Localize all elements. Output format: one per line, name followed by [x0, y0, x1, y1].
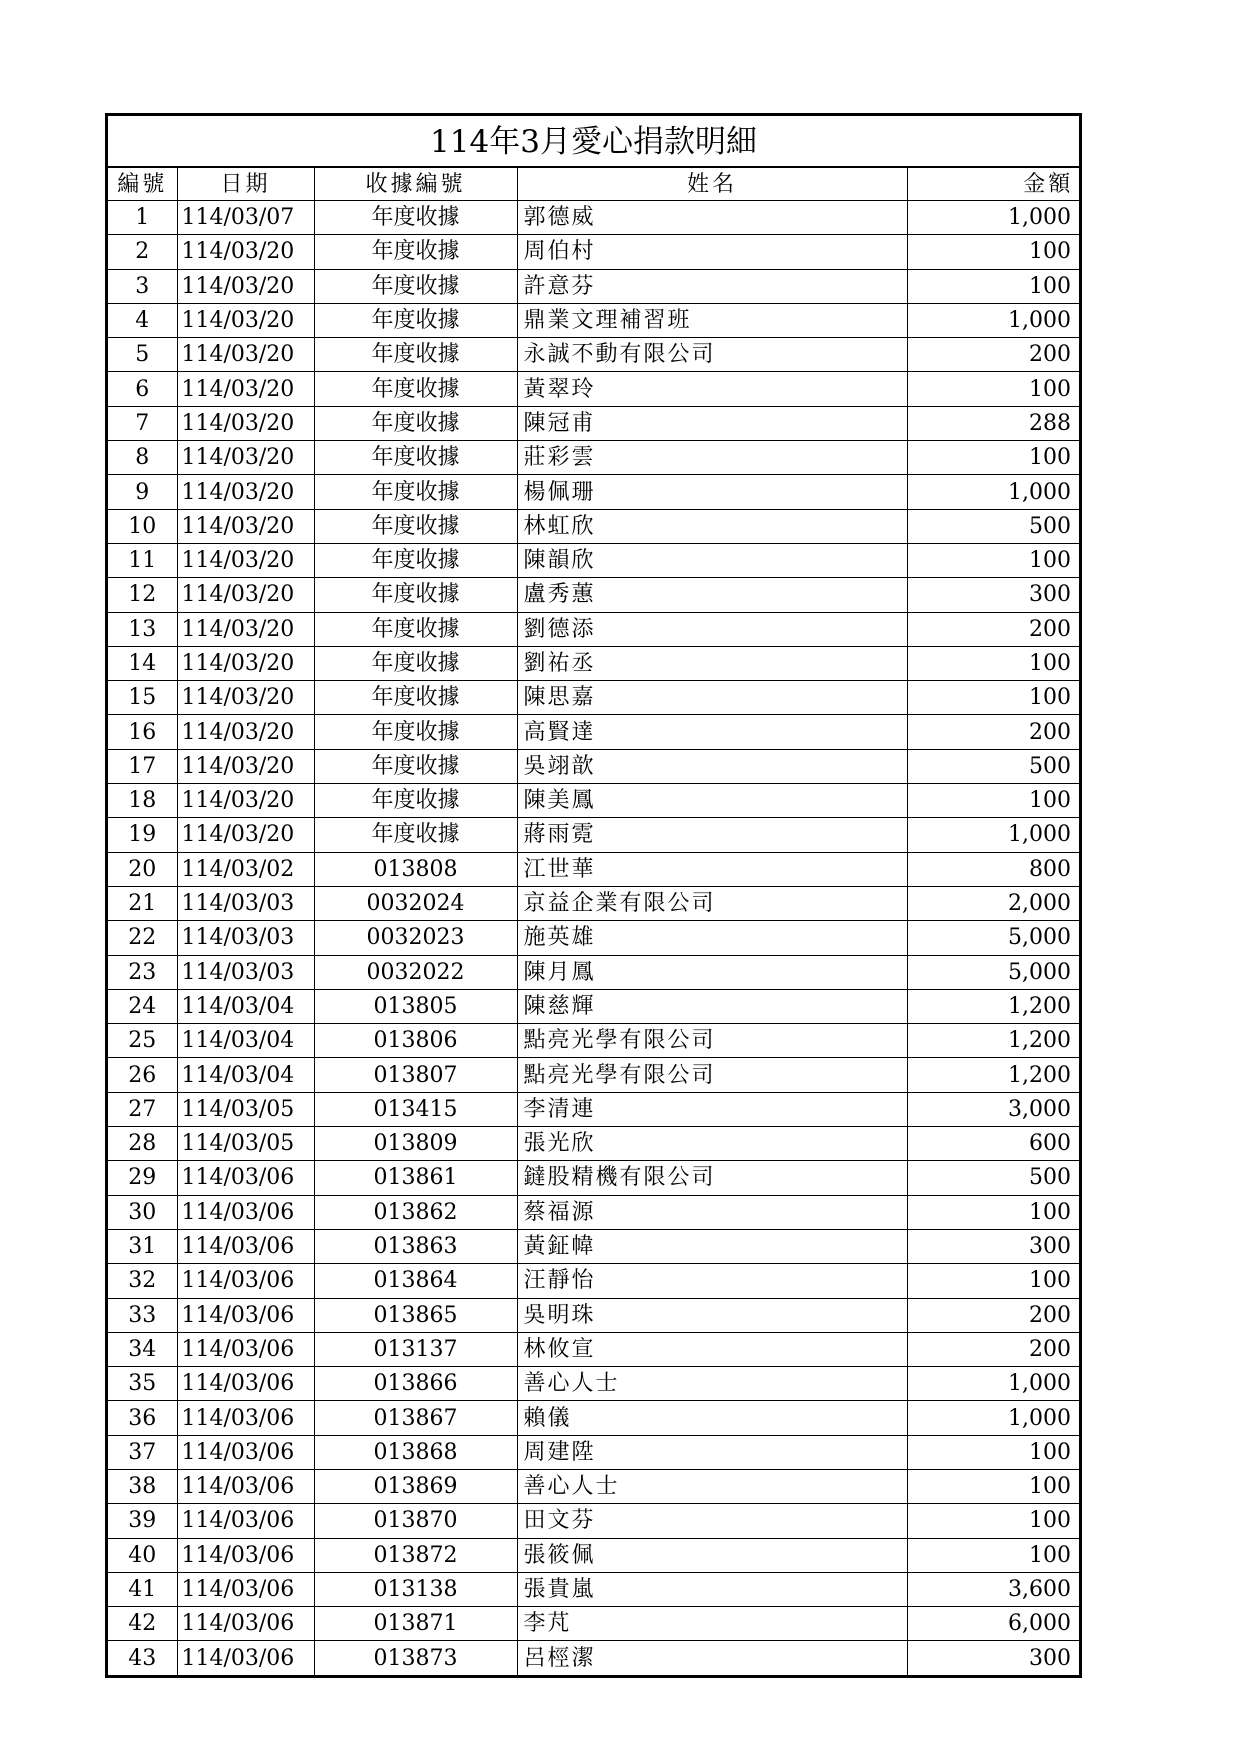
table-row: [108, 578, 1079, 612]
receipt-number: 年度收據: [314, 749, 517, 783]
donation-date: 114/03/06: [177, 1195, 314, 1229]
donation-amount: 100: [907, 269, 1079, 303]
donation-amount: 100: [907, 235, 1079, 269]
donor-name: 蔡福源: [517, 1195, 907, 1229]
donation-date: 114/03/07: [177, 201, 314, 235]
column-header-name: 姓名: [517, 168, 907, 201]
receipt-number: 013861: [314, 1161, 517, 1195]
donation-date: 114/03/20: [177, 372, 314, 406]
donor-name: 蔣雨霓: [517, 818, 907, 852]
donation-date: 114/03/20: [177, 646, 314, 680]
donor-name: 點亮光學有限公司: [517, 1024, 907, 1058]
table-row: [108, 852, 1079, 886]
row-number: 10: [108, 509, 177, 543]
table-row: [108, 441, 1079, 475]
row-number: 37: [108, 1435, 177, 1469]
table-row: [108, 1367, 1079, 1401]
donation-date: 114/03/06: [177, 1641, 314, 1675]
table-row: [108, 543, 1079, 577]
receipt-number: 013873: [314, 1641, 517, 1675]
receipt-number: 年度收據: [314, 578, 517, 612]
donation-amount: 1,000: [907, 201, 1079, 235]
row-number: 30: [108, 1195, 177, 1229]
donor-name: 劉德添: [517, 612, 907, 646]
donation-amount: 100: [907, 1504, 1079, 1538]
table-row: [108, 1607, 1079, 1641]
receipt-number: 年度收據: [314, 406, 517, 440]
donor-name: 善心人士: [517, 1469, 907, 1503]
row-number: 16: [108, 715, 177, 749]
receipt-number: 013866: [314, 1367, 517, 1401]
receipt-number: 013869: [314, 1469, 517, 1503]
row-number: 3: [108, 269, 177, 303]
donation-date: 114/03/06: [177, 1435, 314, 1469]
donation-amount: 600: [907, 1127, 1079, 1161]
donor-name: 林攸宣: [517, 1332, 907, 1366]
receipt-number: 年度收據: [314, 543, 517, 577]
row-number: 15: [108, 681, 177, 715]
donation-amount: 800: [907, 852, 1079, 886]
donation-amount: 5,000: [907, 955, 1079, 989]
row-number: 33: [108, 1298, 177, 1332]
table-row: [108, 509, 1079, 543]
donor-name: 李芃: [517, 1607, 907, 1641]
row-number: 7: [108, 406, 177, 440]
receipt-number: 013870: [314, 1504, 517, 1538]
donation-date: 114/03/06: [177, 1161, 314, 1195]
donation-date: 114/03/20: [177, 681, 314, 715]
receipt-number: 013868: [314, 1435, 517, 1469]
row-number: 39: [108, 1504, 177, 1538]
donor-name: 莊彩雲: [517, 441, 907, 475]
table-row: [108, 784, 1079, 818]
donation-amount: 100: [907, 1469, 1079, 1503]
table-row: [108, 1435, 1079, 1469]
donation-amount: 500: [907, 1161, 1079, 1195]
column-header-date: 日期: [177, 168, 314, 201]
donation-amount: 300: [907, 1641, 1079, 1675]
receipt-number: 年度收據: [314, 784, 517, 818]
donation-date: 114/03/06: [177, 1572, 314, 1606]
donation-amount: 1,200: [907, 1024, 1079, 1058]
donation-amount: 100: [907, 1264, 1079, 1298]
donation-date: 114/03/06: [177, 1607, 314, 1641]
donor-name: 陳思嘉: [517, 681, 907, 715]
donor-name: 永誠不動有限公司: [517, 338, 907, 372]
receipt-number: 0032023: [314, 921, 517, 955]
donation-date: 114/03/03: [177, 921, 314, 955]
donation-amount: 1,200: [907, 1058, 1079, 1092]
row-number: 32: [108, 1264, 177, 1298]
receipt-number: 013415: [314, 1092, 517, 1126]
donation-date: 114/03/06: [177, 1264, 314, 1298]
donation-date: 114/03/20: [177, 578, 314, 612]
donation-date: 114/03/20: [177, 303, 314, 337]
donor-name: 吳翊歆: [517, 749, 907, 783]
donation-date: 114/03/06: [177, 1538, 314, 1572]
donation-amount: 300: [907, 578, 1079, 612]
table-body: [108, 201, 1079, 1675]
donation-date: 114/03/20: [177, 406, 314, 440]
receipt-number: 年度收據: [314, 681, 517, 715]
row-number: 35: [108, 1367, 177, 1401]
donation-date: 114/03/20: [177, 269, 314, 303]
table-row: [108, 1058, 1079, 1092]
table-row: [108, 1332, 1079, 1366]
table-row: [108, 475, 1079, 509]
donor-name: 李清連: [517, 1092, 907, 1126]
receipt-number: 0032024: [314, 886, 517, 920]
donation-date: 114/03/20: [177, 749, 314, 783]
table-row: [108, 612, 1079, 646]
donor-name: 賴儀: [517, 1401, 907, 1435]
row-number: 11: [108, 543, 177, 577]
table-row: [108, 372, 1079, 406]
donation-amount: 1,000: [907, 303, 1079, 337]
donor-name: 陳慈輝: [517, 989, 907, 1023]
table-row: [108, 646, 1079, 680]
row-number: 25: [108, 1024, 177, 1058]
table-row: [108, 1504, 1079, 1538]
donation-amount: 1,200: [907, 989, 1079, 1023]
donation-date: 114/03/20: [177, 338, 314, 372]
donation-amount: 200: [907, 1298, 1079, 1332]
donation-amount: 288: [907, 406, 1079, 440]
donor-name: 善心人士: [517, 1367, 907, 1401]
donor-name: 陳月鳳: [517, 955, 907, 989]
table-row: [108, 235, 1079, 269]
row-number: 43: [108, 1641, 177, 1675]
row-number: 18: [108, 784, 177, 818]
table-row: [108, 1641, 1079, 1675]
row-number: 17: [108, 749, 177, 783]
receipt-number: 年度收據: [314, 646, 517, 680]
donation-date: 114/03/06: [177, 1332, 314, 1366]
row-number: 31: [108, 1229, 177, 1263]
donor-name: 盧秀蕙: [517, 578, 907, 612]
row-number: 4: [108, 303, 177, 337]
column-header-number: 編號: [108, 168, 177, 201]
donor-name: 點亮光學有限公司: [517, 1058, 907, 1092]
receipt-number: 013863: [314, 1229, 517, 1263]
donation-amount: 200: [907, 1332, 1079, 1366]
row-number: 14: [108, 646, 177, 680]
table-row: [108, 1264, 1079, 1298]
donation-amount: 100: [907, 646, 1079, 680]
table-row: [108, 1127, 1079, 1161]
donation-date: 114/03/20: [177, 784, 314, 818]
table-row: [108, 955, 1079, 989]
row-number: 21: [108, 886, 177, 920]
table-row: [108, 303, 1079, 337]
donor-name: 吳明珠: [517, 1298, 907, 1332]
donor-name: 鐽股精機有限公司: [517, 1161, 907, 1195]
donor-name: 田文芬: [517, 1504, 907, 1538]
row-number: 6: [108, 372, 177, 406]
donor-name: 周伯村: [517, 235, 907, 269]
row-number: 5: [108, 338, 177, 372]
row-number: 38: [108, 1469, 177, 1503]
row-number: 27: [108, 1092, 177, 1126]
receipt-number: 0032022: [314, 955, 517, 989]
receipt-number: 013862: [314, 1195, 517, 1229]
row-number: 26: [108, 1058, 177, 1092]
receipt-number: 年度收據: [314, 269, 517, 303]
donor-name: 陳美鳳: [517, 784, 907, 818]
donation-amount: 5,000: [907, 921, 1079, 955]
receipt-number: 013809: [314, 1127, 517, 1161]
receipt-number: 013864: [314, 1264, 517, 1298]
donation-amount: 1,000: [907, 1367, 1079, 1401]
donation-date: 114/03/02: [177, 852, 314, 886]
table-row: [108, 1469, 1079, 1503]
receipt-number: 年度收據: [314, 235, 517, 269]
table-row: [108, 1538, 1079, 1572]
donation-amount: 500: [907, 749, 1079, 783]
donation-date: 114/03/06: [177, 1229, 314, 1263]
donation-date: 114/03/20: [177, 475, 314, 509]
donation-amount: 100: [907, 441, 1079, 475]
table-row: [108, 989, 1079, 1023]
donor-name: 陳韻欣: [517, 543, 907, 577]
donor-name: 汪靜怡: [517, 1264, 907, 1298]
donation-amount: 1,000: [907, 1401, 1079, 1435]
header-row: [108, 168, 1079, 201]
receipt-number: 年度收據: [314, 509, 517, 543]
donation-amount: 1,000: [907, 475, 1079, 509]
donor-name: 張貴嵐: [517, 1572, 907, 1606]
row-number: 1: [108, 201, 177, 235]
donation-date: 114/03/20: [177, 543, 314, 577]
table-row: [108, 1401, 1079, 1435]
table-row: [108, 1092, 1079, 1126]
donor-name: 鼎業文理補習班: [517, 303, 907, 337]
donation-date: 114/03/20: [177, 715, 314, 749]
donation-date: 114/03/04: [177, 989, 314, 1023]
donation-amount: 100: [907, 1435, 1079, 1469]
donation-amount: 2,000: [907, 886, 1079, 920]
receipt-number: 年度收據: [314, 715, 517, 749]
receipt-number: 013138: [314, 1572, 517, 1606]
donor-name: 周建陞: [517, 1435, 907, 1469]
donation-amount: 200: [907, 612, 1079, 646]
table-row: [108, 681, 1079, 715]
donation-date: 114/03/04: [177, 1058, 314, 1092]
receipt-number: 013865: [314, 1298, 517, 1332]
row-number: 42: [108, 1607, 177, 1641]
row-number: 34: [108, 1332, 177, 1366]
donor-name: 京益企業有限公司: [517, 886, 907, 920]
receipt-number: 013867: [314, 1401, 517, 1435]
receipt-number: 年度收據: [314, 475, 517, 509]
receipt-number: 013805: [314, 989, 517, 1023]
donation-date: 114/03/06: [177, 1367, 314, 1401]
table-row: [108, 1195, 1079, 1229]
receipt-number: 013137: [314, 1332, 517, 1366]
row-number: 28: [108, 1127, 177, 1161]
donation-amount: 3,000: [907, 1092, 1079, 1126]
row-number: 19: [108, 818, 177, 852]
donor-name: 張筱佩: [517, 1538, 907, 1572]
table-row: [108, 269, 1079, 303]
receipt-number: 013806: [314, 1024, 517, 1058]
donor-name: 陳冠甫: [517, 406, 907, 440]
table-row: [108, 338, 1079, 372]
row-number: 20: [108, 852, 177, 886]
donation-amount: 500: [907, 509, 1079, 543]
donor-name: 呂桱潔: [517, 1641, 907, 1675]
donation-date: 114/03/05: [177, 1127, 314, 1161]
row-number: 22: [108, 921, 177, 955]
receipt-number: 013807: [314, 1058, 517, 1092]
row-number: 9: [108, 475, 177, 509]
receipt-number: 013872: [314, 1538, 517, 1572]
receipt-number: 年度收據: [314, 303, 517, 337]
column-header-receipt-number: 收據編號: [314, 168, 517, 201]
receipt-number: 013808: [314, 852, 517, 886]
table-row: [108, 406, 1079, 440]
column-header-amount: 金額: [907, 168, 1079, 201]
row-number: 23: [108, 955, 177, 989]
donation-amount: 200: [907, 338, 1079, 372]
donation-amount: 1,000: [907, 818, 1079, 852]
donation-amount: 6,000: [907, 1607, 1079, 1641]
donation-date: 114/03/20: [177, 818, 314, 852]
receipt-number: 年度收據: [314, 818, 517, 852]
donation-amount: 100: [907, 543, 1079, 577]
donation-date: 114/03/06: [177, 1401, 314, 1435]
receipt-number: 年度收據: [314, 441, 517, 475]
receipt-number: 013871: [314, 1607, 517, 1641]
donor-name: 張光欣: [517, 1127, 907, 1161]
donor-name: 黃翠玲: [517, 372, 907, 406]
donation-date: 114/03/06: [177, 1298, 314, 1332]
donation-date: 114/03/06: [177, 1469, 314, 1503]
table-row: [108, 886, 1079, 920]
donation-amount: 100: [907, 372, 1079, 406]
receipt-number: 年度收據: [314, 338, 517, 372]
donor-name: 郭德威: [517, 201, 907, 235]
donation-amount: 100: [907, 1538, 1079, 1572]
donation-amount: 200: [907, 715, 1079, 749]
receipt-number: 年度收據: [314, 612, 517, 646]
row-number: 40: [108, 1538, 177, 1572]
table-row: [108, 749, 1079, 783]
row-number: 12: [108, 578, 177, 612]
donation-date: 114/03/03: [177, 955, 314, 989]
page-title: 114年3月愛心捐款明細: [108, 116, 1079, 168]
row-number: 29: [108, 1161, 177, 1195]
receipt-number: 年度收據: [314, 201, 517, 235]
donor-name: 劉祐丞: [517, 646, 907, 680]
donation-date: 114/03/04: [177, 1024, 314, 1058]
donor-name: 江世華: [517, 852, 907, 886]
receipt-number: 年度收據: [314, 372, 517, 406]
donor-name: 楊佩珊: [517, 475, 907, 509]
donation-date: 114/03/05: [177, 1092, 314, 1126]
row-number: 41: [108, 1572, 177, 1606]
table-row: [108, 1298, 1079, 1332]
table-row: [108, 1229, 1079, 1263]
donation-date: 114/03/06: [177, 1504, 314, 1538]
donor-name: 許意芬: [517, 269, 907, 303]
table-row: [108, 1161, 1079, 1195]
donation-amount: 100: [907, 1195, 1079, 1229]
row-number: 8: [108, 441, 177, 475]
row-number: 24: [108, 989, 177, 1023]
donation-date: 114/03/20: [177, 509, 314, 543]
donor-name: 高賢達: [517, 715, 907, 749]
donation-amount: 100: [907, 681, 1079, 715]
donor-name: 林虹欣: [517, 509, 907, 543]
table-row: [108, 1572, 1079, 1606]
donation-amount: 300: [907, 1229, 1079, 1263]
donation-date: 114/03/20: [177, 612, 314, 646]
table-row: [108, 715, 1079, 749]
donor-name: 施英雄: [517, 921, 907, 955]
donation-amount: 100: [907, 784, 1079, 818]
row-number: 2: [108, 235, 177, 269]
donation-sheet: [105, 113, 1082, 1678]
donation-table: [108, 168, 1079, 1675]
table-row: [108, 1024, 1079, 1058]
row-number: 36: [108, 1401, 177, 1435]
donation-amount: 3,600: [907, 1572, 1079, 1606]
row-number: 13: [108, 612, 177, 646]
donor-name: 黃鉦幃: [517, 1229, 907, 1263]
donation-date: 114/03/03: [177, 886, 314, 920]
table-row: [108, 818, 1079, 852]
table-row: [108, 921, 1079, 955]
donation-date: 114/03/20: [177, 441, 314, 475]
donation-date: 114/03/20: [177, 235, 314, 269]
table-row: [108, 201, 1079, 235]
